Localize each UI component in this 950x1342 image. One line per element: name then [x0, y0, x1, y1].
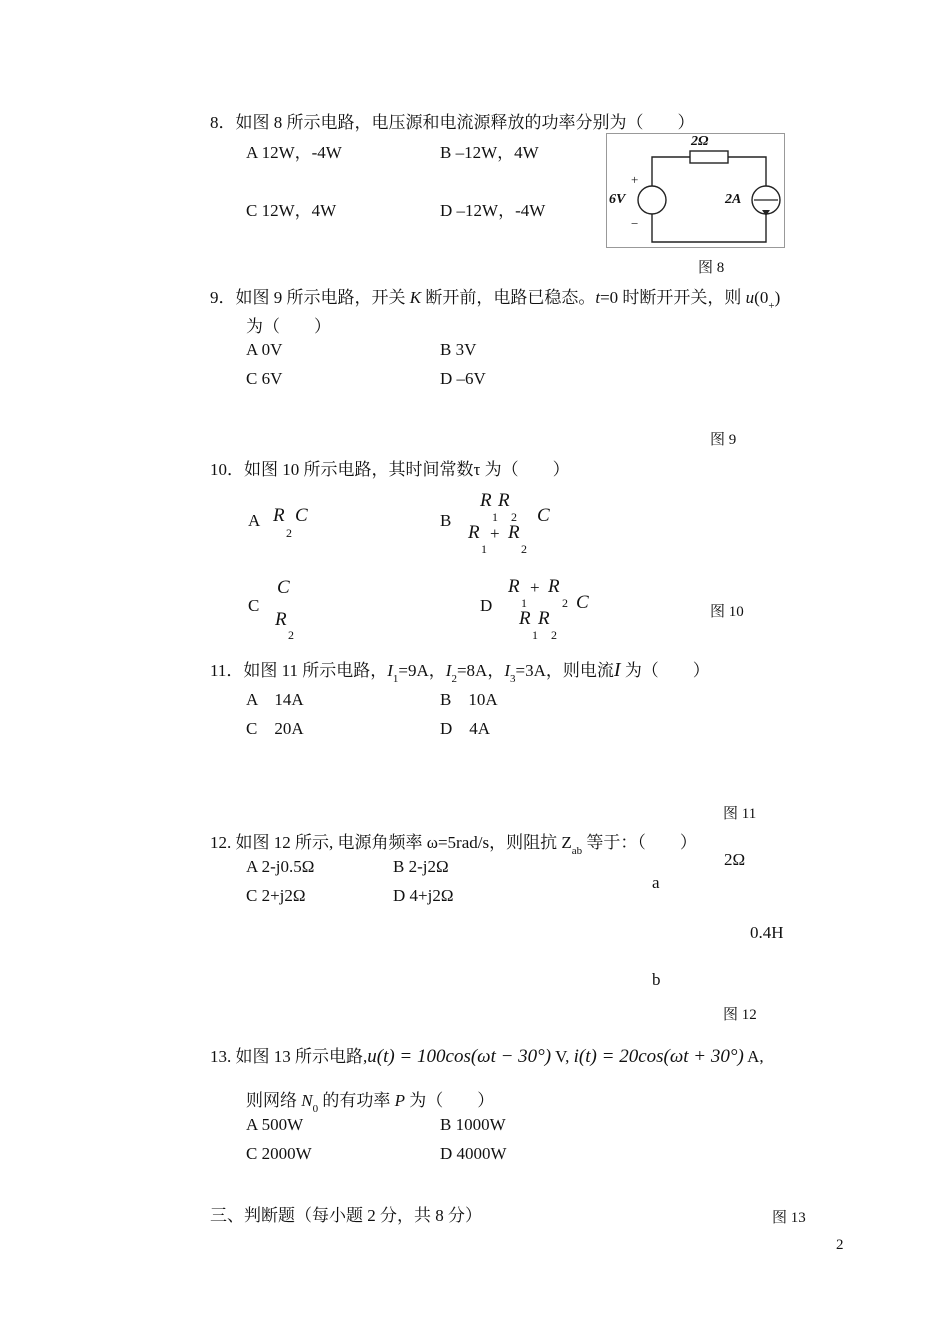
q10-b-den-R1: R	[468, 522, 480, 543]
q10-d-den-sub1: 1	[532, 628, 538, 642]
q12-option-b: B 2-j2Ω	[393, 857, 449, 876]
q10-d-C: C	[576, 592, 589, 613]
q8-stem: 8．如图 8 所示电路，电压源和电流源释放的功率分别为（ ）	[210, 113, 695, 132]
q13-option-b: B 1000W	[440, 1115, 506, 1134]
q13-stem-line2: 则网络 $N_0$ 的有功率 P 为（ ）	[246, 1091, 495, 1115]
fig8-resistor-label: 2Ω	[691, 134, 709, 149]
q10-c-num-C: C	[277, 577, 290, 598]
q11-stem: 11．如图 11 所示电路，$I_1=9A$，$I_2=8A$，$I_3=3A$，则电流I 为（ ）	[210, 659, 710, 685]
q11-option-b: B 10A	[440, 690, 498, 709]
figure-8-circuit	[606, 133, 785, 248]
q10-c-den-R: R	[275, 609, 287, 630]
q13-option-a: A 500W	[246, 1115, 304, 1134]
figure-10-caption: 图 10	[710, 604, 744, 620]
fig8-isrc-label: 2A	[725, 192, 742, 207]
figure-8-caption: 图 8	[698, 260, 725, 276]
q10-b-den-R2: R	[508, 522, 520, 543]
q10-stem: 10．如图 10 所示电路，其时间常数τ 为（ ）	[210, 460, 570, 479]
q13-option-d: D 4000W	[440, 1144, 507, 1163]
fig12-resistor-label: 2Ω	[724, 850, 746, 869]
q8-option-a: A 12W，-4W	[246, 143, 342, 162]
page-number: 2	[836, 1237, 844, 1253]
fig8-plus: +	[631, 172, 639, 187]
q9-option-b: B 3V	[440, 340, 477, 359]
q9-stem: 9．如图 9 所示电路，开关 K 断开前，电路已稳态。t=0 时断开开关，则 $u(0_+)$	[210, 288, 781, 312]
q10-option-a-label: A	[248, 511, 261, 530]
q10-b-num-sub1: 1	[492, 510, 498, 524]
q8-option-b: B –12W，4W	[440, 143, 539, 162]
q10-a-R: R	[273, 505, 285, 526]
q13-stem: 13. 如图 13 所示电路,u(t) = 100cos(ωt − 30°) V, i(t) = 20cos(ωt + 30°) A,	[210, 1046, 764, 1067]
q10-d-num-sub1: 1	[521, 596, 527, 610]
q10-option-d-label: D	[480, 596, 493, 615]
figure-11-caption: 图 11	[723, 806, 757, 822]
q10-d-num-sub2: 2	[562, 596, 568, 610]
figure-9-caption: 图 9	[710, 432, 737, 448]
q9-option-d: D –6V	[440, 369, 486, 388]
q11-option-a: A 14A	[246, 690, 304, 709]
q10-a-C: C	[295, 505, 308, 526]
q12-option-a: A 2-j0.5Ω	[246, 857, 315, 876]
fig12-terminal-b: b	[652, 970, 661, 989]
q10-option-b-label: B	[440, 511, 452, 530]
fig8-minus: −	[631, 216, 639, 231]
q10-b-num-sub2: 2	[511, 510, 517, 524]
q12-stem: 12. 如图 12 所示, 电源角频率 ω=5rad/s，则阻抗 $Z_{ab}$ 等于：（ ）	[210, 833, 697, 857]
figure-12-caption: 图 12	[723, 1007, 757, 1023]
q9-option-a: A 0V	[246, 340, 283, 359]
q11-option-c: C 20A	[246, 719, 304, 738]
fig12-terminal-a: a	[652, 873, 660, 892]
q10-option-c-label: C	[248, 596, 260, 615]
q10-b-num-R1: R	[480, 490, 492, 511]
q10-b-den-sub2: 2	[521, 542, 527, 556]
q10-d-num-plus: +	[530, 578, 540, 597]
q10-d-num-R2: R	[548, 576, 560, 597]
q12-option-c: C 2+j2Ω	[246, 886, 306, 905]
q10-a-sub2: 2	[286, 526, 292, 540]
q9-option-c: C 6V	[246, 369, 283, 388]
figure-13-caption: 图 13	[772, 1210, 806, 1226]
fig8-vsrc-label: 6V	[609, 192, 626, 207]
q10-c-den-sub2: 2	[288, 628, 294, 642]
q10-d-den-R2: R	[538, 608, 550, 629]
q10-d-num-R1: R	[508, 576, 520, 597]
q11-option-d: D 4A	[440, 719, 491, 738]
q13-option-c: C 2000W	[246, 1144, 312, 1163]
q10-b-C: C	[537, 505, 550, 526]
q8-option-c: C 12W，4W	[246, 201, 337, 220]
q9-stem-line2: 为（ ）	[246, 317, 331, 336]
resistor-symbol	[690, 151, 728, 163]
section-3-heading: 三、判断题（每小题 2 分，共 8 分）	[210, 1206, 482, 1225]
q10-b-num-R2: R	[498, 490, 510, 511]
q12-option-d: D 4+j2Ω	[393, 886, 454, 905]
q10-d-den-R1: R	[519, 608, 531, 629]
voltage-source-symbol	[638, 186, 666, 214]
fig12-inductor-label: 0.4H	[750, 923, 784, 942]
q10-b-den-sub1: 1	[481, 542, 487, 556]
q8-option-d: D –12W，-4W	[440, 201, 546, 220]
q10-d-den-sub2: 2	[551, 628, 557, 642]
q10-b-den-plus: +	[490, 524, 500, 543]
